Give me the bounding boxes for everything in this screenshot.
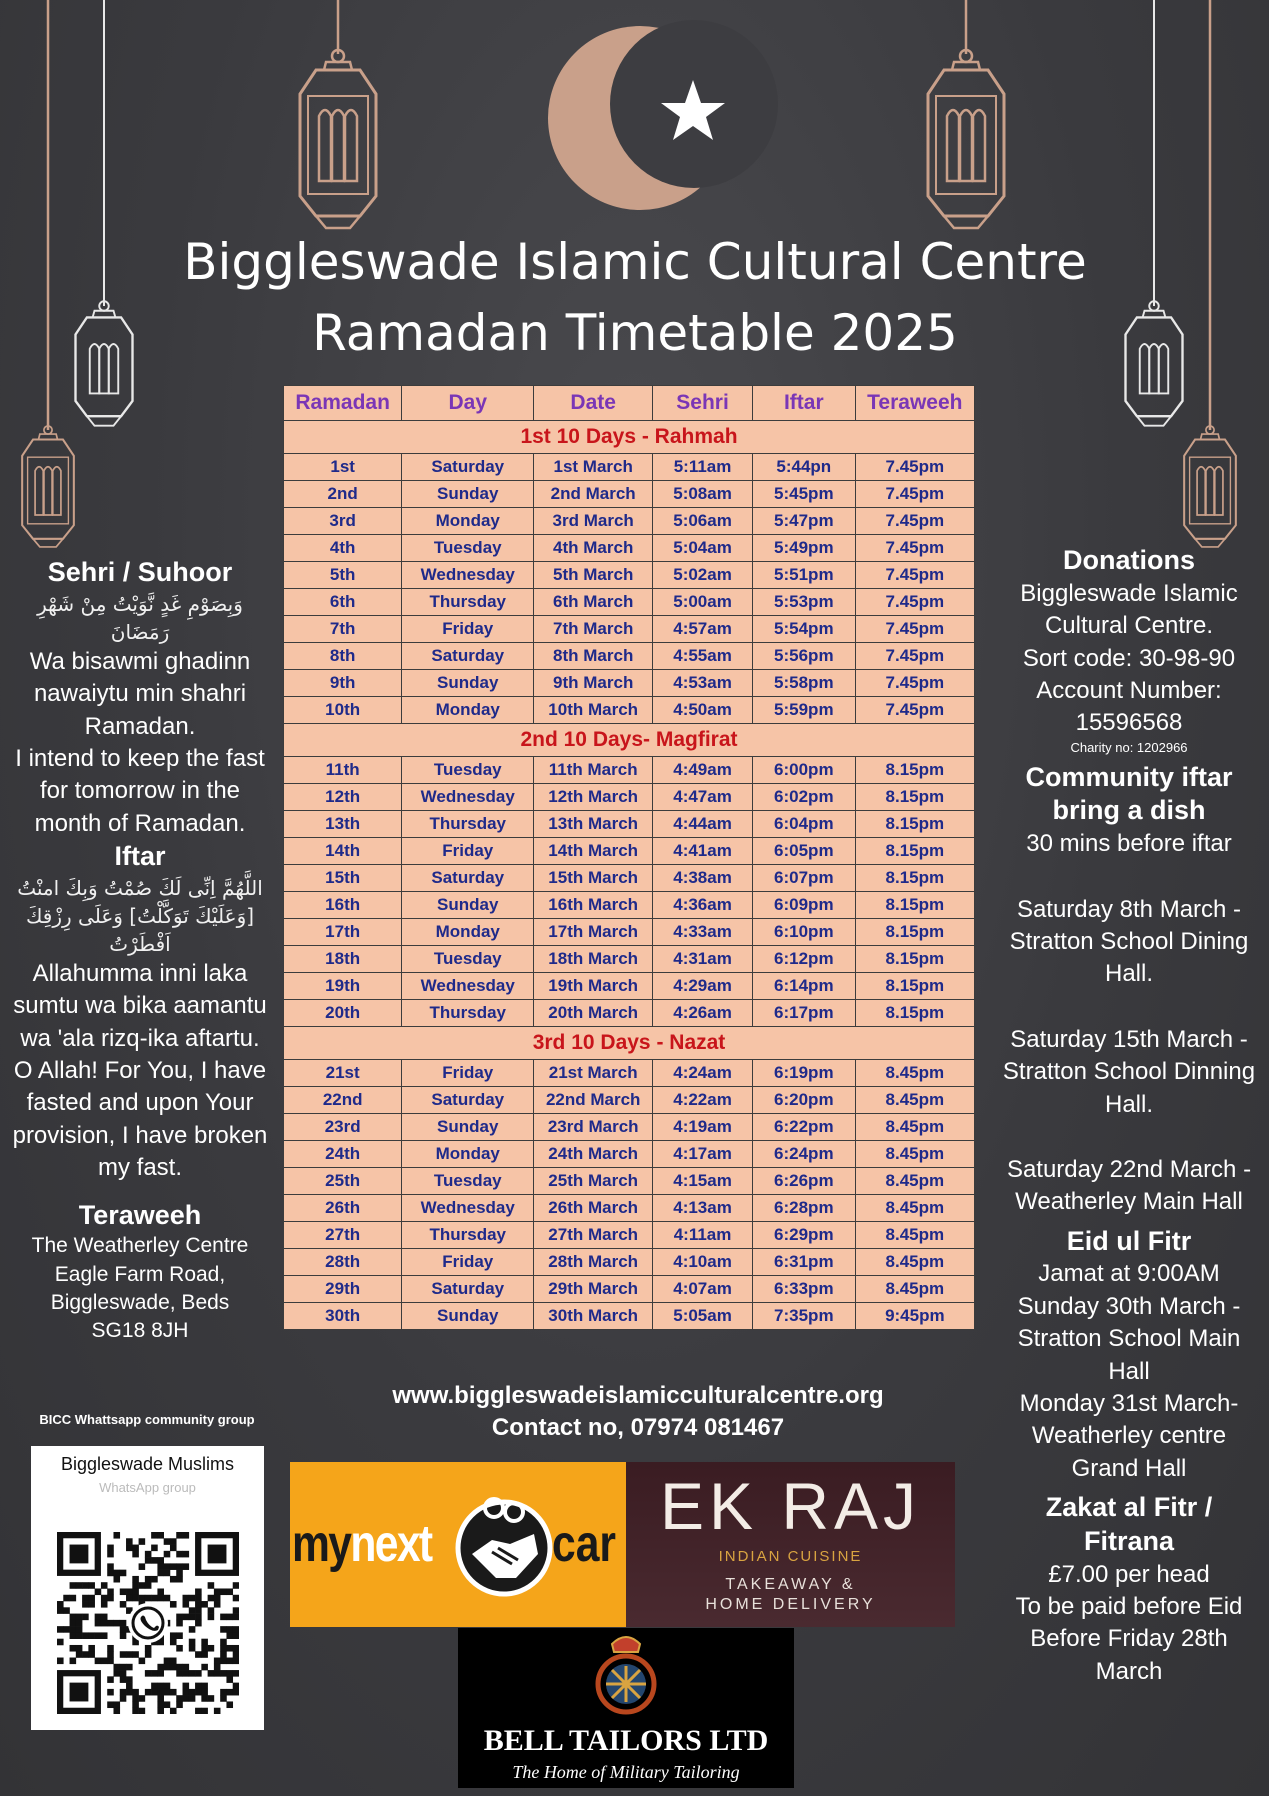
table-cell: 13th March <box>534 811 653 838</box>
table-cell: 8.45pm <box>855 1276 974 1303</box>
table-cell: 21st <box>284 1060 402 1087</box>
table-cell: 6:17pm <box>752 1000 855 1027</box>
table-cell: 6:19pm <box>752 1060 855 1087</box>
teraweeh-address-line: Biggleswade, Beds <box>50 1291 230 1315</box>
table-cell: Thursday <box>402 589 534 616</box>
table-cell: 22nd March <box>534 1087 653 1114</box>
table-cell: Wednesday <box>402 562 534 589</box>
table-cell: 22nd <box>284 1087 402 1114</box>
table-cell: 4:26am <box>653 1000 753 1027</box>
donations-heading: Donations <box>1063 545 1195 575</box>
table-cell: 5:58pm <box>752 670 855 697</box>
table-cell: 5:04am <box>653 535 753 562</box>
table-cell: 11th March <box>534 757 653 784</box>
table-row <box>284 811 975 838</box>
table-cell: Friday <box>402 1060 534 1087</box>
table-cell: 7.45pm <box>855 670 974 697</box>
table-cell: 23rd March <box>534 1114 653 1141</box>
teraweeh-address-line: Eagle Farm Road, <box>54 1262 226 1286</box>
column-header: Sehri <box>653 386 753 421</box>
table-cell: 9:45pm <box>855 1303 974 1330</box>
table-cell: Saturday <box>402 1087 534 1114</box>
table-cell: 6:24pm <box>752 1141 855 1168</box>
table-cell: 17th March <box>534 919 653 946</box>
table-cell: 20th March <box>534 1000 653 1027</box>
table-cell: 15th <box>284 865 402 892</box>
table-cell: 1st <box>284 454 402 481</box>
table-cell: 7.45pm <box>855 697 974 724</box>
table-cell: Monday <box>402 697 534 724</box>
table-cell: 4:38am <box>653 865 753 892</box>
table-cell: 5th <box>284 562 402 589</box>
table-row <box>284 454 975 481</box>
military-crest-icon <box>588 1630 664 1722</box>
table-cell: 9th March <box>534 670 653 697</box>
table-cell: 4:53am <box>653 670 753 697</box>
charity-number: Charity no: 1202966 <box>1070 739 1188 755</box>
table-cell: 7.45pm <box>855 616 974 643</box>
table-cell: 5:02am <box>653 562 753 589</box>
table-cell: 8.45pm <box>855 1060 974 1087</box>
section-row <box>284 724 975 757</box>
table-row <box>284 1114 975 1141</box>
table-row <box>284 757 975 784</box>
whatsapp-qr-card[interactable] <box>31 1446 264 1730</box>
section-title: 3rd 10 Days - Nazat <box>284 1027 975 1060</box>
table-cell: 5:56pm <box>752 643 855 670</box>
zakat-heading: Zakat al Fitr / Fitrana <box>1045 1492 1213 1556</box>
mynextcar-sponsor[interactable] <box>290 1462 626 1627</box>
table-row <box>284 670 975 697</box>
table-row <box>284 784 975 811</box>
table-cell: 29th <box>284 1276 402 1303</box>
title-line-1: Biggleswade Islamic Cultural Centre <box>183 233 1087 291</box>
zakat-line: Before Friday 28th March <box>1030 1625 1228 1685</box>
table-cell: 30th March <box>534 1303 653 1330</box>
table-cell: 8.45pm <box>855 1141 974 1168</box>
table-cell: 6:33pm <box>752 1276 855 1303</box>
table-cell: 3rd March <box>534 508 653 535</box>
table-cell: 30th <box>284 1303 402 1330</box>
sehri-transliteration: Wa bisawmi ghadinn nawaiytu min shahri Ramadan. <box>29 647 251 740</box>
table-cell: 6:28pm <box>752 1195 855 1222</box>
table-row <box>284 892 975 919</box>
table-cell: Saturday <box>402 454 534 481</box>
ekraj-sponsor[interactable] <box>626 1462 955 1627</box>
table-cell: Monday <box>402 919 534 946</box>
table-cell: 6:31pm <box>752 1249 855 1276</box>
table-cell: 6th <box>284 589 402 616</box>
table-cell: Saturday <box>402 1276 534 1303</box>
table-cell: 14th <box>284 838 402 865</box>
table-cell: 24th <box>284 1141 402 1168</box>
table-cell: 7.45pm <box>855 508 974 535</box>
hanging-lantern-icon <box>1126 301 1183 425</box>
table-cell: 21st March <box>534 1060 653 1087</box>
table-cell: 14th March <box>534 838 653 865</box>
column-header: Iftar <box>752 386 855 421</box>
table-cell: 4:36am <box>653 892 753 919</box>
whatsapp-icon <box>128 1603 168 1643</box>
table-cell: 23rd <box>284 1114 402 1141</box>
table-cell: 4th March <box>534 535 653 562</box>
table-cell: 18th <box>284 946 402 973</box>
hanging-lantern-icon <box>22 426 74 547</box>
table-cell: 8.15pm <box>855 973 974 1000</box>
bell-tailors-tagline: The Home of Military Tailoring <box>512 1762 740 1782</box>
table-cell: 5:59pm <box>752 697 855 724</box>
column-header: Ramadan <box>284 386 402 421</box>
table-cell: 24th March <box>534 1141 653 1168</box>
table-cell: 5:44pn <box>752 454 855 481</box>
table-row <box>284 616 975 643</box>
table-row <box>284 562 975 589</box>
column-header: Teraweeh <box>855 386 974 421</box>
table-cell: 4:07am <box>653 1276 753 1303</box>
table-cell: 6:14pm <box>752 973 855 1000</box>
teraweeh-address-line: The Weatherley Centre <box>31 1234 249 1258</box>
table-row <box>284 1195 975 1222</box>
table-cell: Wednesday <box>402 1195 534 1222</box>
table-cell: 6:05pm <box>752 838 855 865</box>
table-cell: Friday <box>402 838 534 865</box>
table-row <box>284 535 975 562</box>
community-iftar-note: 30 mins before iftar <box>1026 830 1232 858</box>
ekraj-line-1: TAKEAWAY & <box>725 1576 856 1593</box>
table-cell: 4:57am <box>653 616 753 643</box>
table-cell: 6:29pm <box>752 1222 855 1249</box>
whatsapp-group-label: BICC Whattsapp community group <box>39 1412 255 1427</box>
table-cell: 8.15pm <box>855 757 974 784</box>
eid-line: Monday 31st March- Weatherley centre Grand Hall <box>1019 1390 1239 1482</box>
table-cell: 5:54pm <box>752 616 855 643</box>
table-cell: 4:49am <box>653 757 753 784</box>
table-cell: Sunday <box>402 481 534 508</box>
table-cell: 9th <box>284 670 402 697</box>
table-row <box>284 481 975 508</box>
hanging-lantern-icon <box>76 301 133 425</box>
table-row <box>284 919 975 946</box>
table-cell: 17th <box>284 919 402 946</box>
table-row <box>284 1276 975 1303</box>
table-cell: 6:02pm <box>752 784 855 811</box>
table-cell: 16th March <box>534 892 653 919</box>
table-cell: 4:13am <box>653 1195 753 1222</box>
table-cell: 5th March <box>534 562 653 589</box>
table-cell: 7:35pm <box>752 1303 855 1330</box>
section-row <box>284 421 975 454</box>
bell-tailors-sponsor[interactable] <box>458 1628 794 1788</box>
table-cell: 5:06am <box>653 508 753 535</box>
table-cell: 4:29am <box>653 973 753 1000</box>
table-cell: Wednesday <box>402 973 534 1000</box>
table-cell: Saturday <box>402 643 534 670</box>
mynextcar-text-car: car <box>552 1515 617 1573</box>
table-cell: Saturday <box>402 865 534 892</box>
bell-tailors-name: BELL TAILORS LTD <box>483 1724 769 1757</box>
table-cell: 4:44am <box>653 811 753 838</box>
table-cell: 6th March <box>534 589 653 616</box>
table-row <box>284 1087 975 1114</box>
table-cell: 6:00pm <box>752 757 855 784</box>
table-cell: Thursday <box>402 811 534 838</box>
handshake-keys-icon <box>454 1482 554 1612</box>
table-cell: 8.15pm <box>855 1000 974 1027</box>
table-cell: 7.45pm <box>855 481 974 508</box>
table-cell: Monday <box>402 508 534 535</box>
table-cell: 6:04pm <box>752 811 855 838</box>
table-cell: 8.15pm <box>855 892 974 919</box>
eid-heading: Eid ul Fitr <box>1066 1225 1192 1256</box>
table-cell: 25th <box>284 1168 402 1195</box>
table-cell: 15th March <box>534 865 653 892</box>
table-cell: 18th March <box>534 946 653 973</box>
whatsapp-qr-code[interactable] <box>57 1532 239 1714</box>
table-row <box>284 1168 975 1195</box>
table-cell: 4th <box>284 535 402 562</box>
hanging-lantern-icon <box>928 50 1004 228</box>
table-cell: 11th <box>284 757 402 784</box>
table-cell: 20th <box>284 1000 402 1027</box>
table-cell: 13th <box>284 811 402 838</box>
table-cell: 8.45pm <box>855 1195 974 1222</box>
website-link[interactable]: www.biggleswadeislamicculturalcentre.org <box>392 1382 884 1409</box>
table-cell: 7th March <box>534 616 653 643</box>
table-cell: 4:22am <box>653 1087 753 1114</box>
table-cell: 4:31am <box>653 946 753 973</box>
section-title: 1st 10 Days - Rahmah <box>284 421 975 454</box>
table-row <box>284 973 975 1000</box>
table-cell: 1st March <box>534 454 653 481</box>
table-row <box>284 697 975 724</box>
table-cell: 28th <box>284 1249 402 1276</box>
table-cell: 7.45pm <box>855 589 974 616</box>
community-event: Saturday 15th March - Stratton School Dinning Hall. <box>1002 1025 1256 1118</box>
sehri-meaning: I intend to keep the fast for tomorrow in the month of Ramadan. <box>15 744 265 837</box>
table-cell: 5:49pm <box>752 535 855 562</box>
table-cell: 6:07pm <box>752 865 855 892</box>
table-cell: 2nd March <box>534 481 653 508</box>
table-cell: 7th <box>284 616 402 643</box>
table-cell: 7.45pm <box>855 562 974 589</box>
table-cell: 7.45pm <box>855 454 974 481</box>
table-cell: 10th March <box>534 697 653 724</box>
table-row <box>284 1249 975 1276</box>
table-cell: Sunday <box>402 892 534 919</box>
table-cell: 8th March <box>534 643 653 670</box>
table-cell: 6:26pm <box>752 1168 855 1195</box>
table-cell: 6:10pm <box>752 919 855 946</box>
table-row <box>284 1222 975 1249</box>
table-cell: 4:17am <box>653 1141 753 1168</box>
table-cell: 8.45pm <box>855 1168 974 1195</box>
table-cell: 4:55am <box>653 643 753 670</box>
table-cell: 7.45pm <box>855 535 974 562</box>
table-cell: 4:15am <box>653 1168 753 1195</box>
table-cell: 4:10am <box>653 1249 753 1276</box>
teraweeh-address-line: SG18 8JH <box>91 1319 189 1343</box>
table-cell: 19th <box>284 973 402 1000</box>
table-cell: 8.15pm <box>855 811 974 838</box>
table-cell: 25th March <box>534 1168 653 1195</box>
table-row <box>284 865 975 892</box>
table-cell: 8.15pm <box>855 784 974 811</box>
table-cell: 12th March <box>534 784 653 811</box>
zakat-line: £7.00 per head <box>1048 1560 1210 1588</box>
table-cell: Friday <box>402 616 534 643</box>
table-cell: 4:19am <box>653 1114 753 1141</box>
table-cell: 6:20pm <box>752 1087 855 1114</box>
table-cell: 5:53pm <box>752 589 855 616</box>
left-panel <box>12 556 268 1346</box>
table-cell: 8.45pm <box>855 1114 974 1141</box>
table-cell: Thursday <box>402 1222 534 1249</box>
table-cell: 8.45pm <box>855 1249 974 1276</box>
iftar-meaning: O Allah! For You, I have fasted and upon Your provision, I have broken my fast. <box>12 1057 268 1182</box>
ekraj-line-2: HOME DELIVERY <box>705 1596 876 1613</box>
table-row <box>284 508 975 535</box>
eid-line: Jamat at 9:00AM <box>1038 1260 1220 1288</box>
table-row <box>284 838 975 865</box>
table-cell: 2nd <box>284 481 402 508</box>
table-cell: 6:09pm <box>752 892 855 919</box>
sehri-heading: Sehri / Suhoor <box>47 557 233 587</box>
table-cell: 16th <box>284 892 402 919</box>
table-row <box>284 1060 975 1087</box>
table-cell: 28th March <box>534 1249 653 1276</box>
ekraj-title: EK RAJ <box>659 1469 922 1543</box>
table-header-row <box>284 386 975 421</box>
table-cell: Sunday <box>402 1114 534 1141</box>
hanging-lantern-icon <box>300 50 376 228</box>
crescent-moon-icon <box>548 20 778 210</box>
mynextcar-text-next: next <box>350 1515 432 1573</box>
table-cell: 4:47am <box>653 784 753 811</box>
qr-group-name: Biggleswade Muslims <box>60 1454 235 1474</box>
ekraj-subtitle: INDIAN CUISINE <box>718 1548 863 1565</box>
table-cell: 4:24am <box>653 1060 753 1087</box>
donations-line: Sort code: 30-98-90 <box>1022 644 1236 672</box>
qr-group-subtitle: WhatsApp group <box>99 1480 196 1495</box>
table-cell: Sunday <box>402 1303 534 1330</box>
column-header: Date <box>534 386 653 421</box>
table-row <box>284 1000 975 1027</box>
table-cell: Sunday <box>402 670 534 697</box>
table-cell: 5:45pm <box>752 481 855 508</box>
table-cell: 27th March <box>534 1222 653 1249</box>
teraweeh-heading: Teraweeh <box>78 1199 202 1230</box>
table-cell: 8.15pm <box>855 946 974 973</box>
table-cell: Thursday <box>402 1000 534 1027</box>
table-cell: 5:51pm <box>752 562 855 589</box>
table-cell: Tuesday <box>402 757 534 784</box>
table-cell: 8.15pm <box>855 865 974 892</box>
eid-line: Sunday 30th March - Stratton School Main Hall <box>1017 1292 1241 1385</box>
table-cell: 19th March <box>534 973 653 1000</box>
table-cell: 5:05am <box>653 1303 753 1330</box>
table-cell: 8.45pm <box>855 1087 974 1114</box>
table-cell: 26th <box>284 1195 402 1222</box>
table-cell: 12th <box>284 784 402 811</box>
table-cell: 3rd <box>284 508 402 535</box>
table-cell: Tuesday <box>402 1168 534 1195</box>
hanging-lantern-icon <box>1184 426 1236 547</box>
table-cell: 5:00am <box>653 589 753 616</box>
community-event: Saturday 22nd March - Weatherley Main Hall <box>1006 1155 1252 1216</box>
donations-line: Biggleswade Islamic Cultural Centre. <box>1020 579 1238 640</box>
table-cell: 26th March <box>534 1195 653 1222</box>
table-cell: 7.45pm <box>855 643 974 670</box>
section-row <box>284 1027 975 1060</box>
zakat-line: To be paid before Eid <box>1015 1593 1243 1621</box>
table-cell: 27th <box>284 1222 402 1249</box>
right-panel <box>1000 544 1258 1688</box>
table-cell: 8.15pm <box>855 838 974 865</box>
contact-phone: Contact no, 07974 081467 <box>491 1414 785 1441</box>
table-cell: 6:12pm <box>752 946 855 973</box>
table-cell: 8th <box>284 643 402 670</box>
table-cell: 4:33am <box>653 919 753 946</box>
table-cell: 4:50am <box>653 697 753 724</box>
iftar-heading: Iftar <box>114 841 166 872</box>
table-cell: Wednesday <box>402 784 534 811</box>
section-title: 2nd 10 Days- Magfirat <box>284 724 975 757</box>
table-row <box>284 643 975 670</box>
ramadan-timetable <box>283 385 975 1330</box>
table-cell: 4:41am <box>653 838 753 865</box>
table-row <box>284 946 975 973</box>
title-line-2: Ramadan Timetable 2025 <box>312 304 958 362</box>
table-cell: 6:22pm <box>752 1114 855 1141</box>
iftar-arabic-dua: اللَّهُمَّ اِنِّى لَكَ صُمْتُ وَبِكَ امنْتُ [وَعَلَيْكَ تَوَكَّلْتُ] وَعَلَى رِزْقِكَ اَفْطَرْتُ <box>17 875 263 956</box>
table-cell: Friday <box>402 1249 534 1276</box>
table-row <box>284 1141 975 1168</box>
table-cell: 8.45pm <box>855 1222 974 1249</box>
table-cell: 5:11am <box>653 454 753 481</box>
table-cell: 5:08am <box>653 481 753 508</box>
table-cell: 10th <box>284 697 402 724</box>
table-cell: Tuesday <box>402 946 534 973</box>
table-row <box>284 1303 975 1330</box>
table-row <box>284 589 975 616</box>
donations-line: Account Number: 15596568 <box>1036 676 1222 737</box>
mynextcar-text-my: my <box>292 1515 351 1573</box>
community-event: Saturday 8th March - Stratton School Dining Hall. <box>1009 895 1249 988</box>
table-cell: 4:11am <box>653 1222 753 1249</box>
community-iftar-heading: Community iftar bring a dish <box>1025 761 1233 826</box>
table-cell: 8.15pm <box>855 919 974 946</box>
table-cell: Tuesday <box>402 535 534 562</box>
table-cell: 29th March <box>534 1276 653 1303</box>
table-cell: 5:47pm <box>752 508 855 535</box>
table-cell: Monday <box>402 1141 534 1168</box>
iftar-transliteration: Allahumma inni laka sumtu wa bika aamantu wa 'ala rizq-ika aftartu. <box>13 959 267 1052</box>
column-header: Day <box>402 386 534 421</box>
sehri-arabic-dua: وَبِصَوْمِ غَدٍ نَّوَيْتُ مِنْ شَهْرِ رَمَضَانَ <box>37 591 243 644</box>
